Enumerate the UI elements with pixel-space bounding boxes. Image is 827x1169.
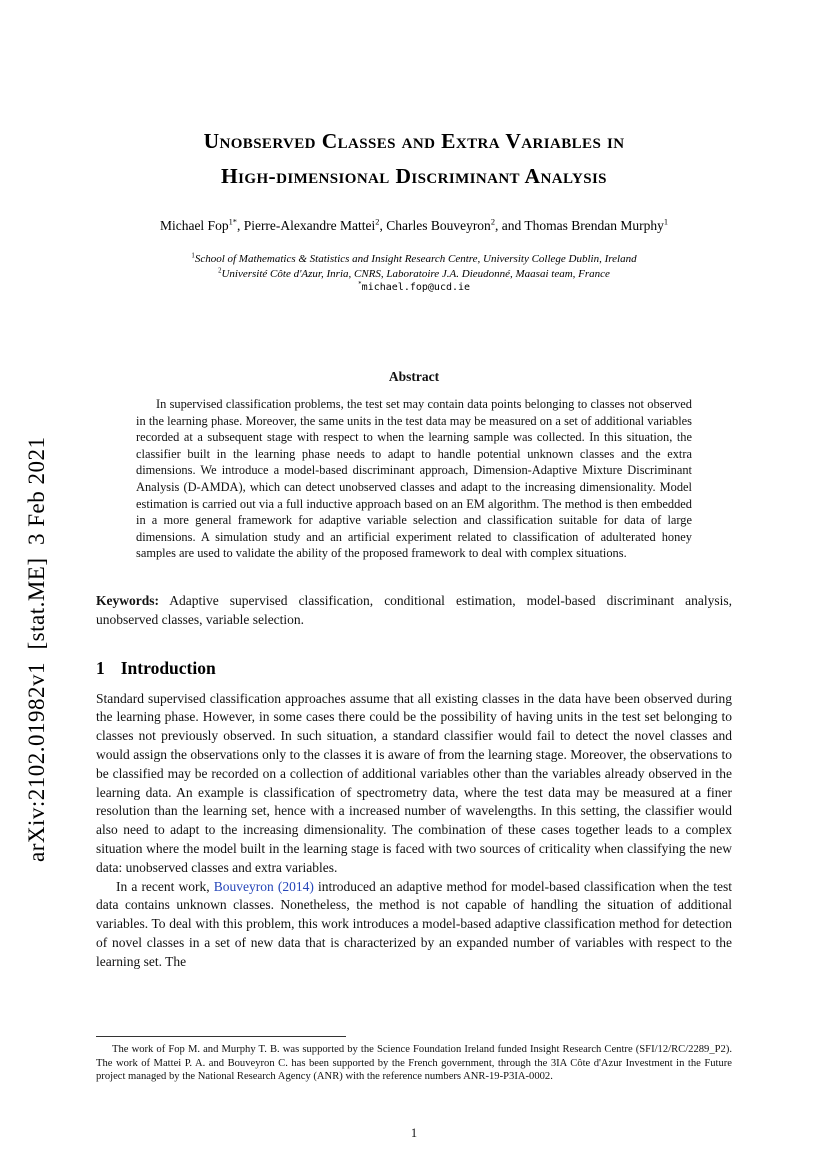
paper-title [96,124,732,194]
author-affmark-2: 2 [375,217,380,227]
title-line-1: Unobserved Classes and Extra Variables in [203,129,625,153]
affiliation-2 [96,267,732,282]
author-affmark-3: 2 [490,217,495,227]
intro-paragraph-1: Standard supervised classification approaches assume that all existing classes in the data have been observed during the learning phase. However, in some cases there could be the possibility of having units in the test set belonging to classes not previously observed. In such situation, a standard classifier would fail to detect the novel classes and would assign the observations only to the classes it is aware of from the learning stage. Moreover, the observations to be classified may be recorded on a collection of additional variables other than the variables already observed in the learning data. An example is classification of spectrometry data, where the test data may be measured at a finer resolution than the learning set, hence with a increased number of wavelengths. In this setting, the classifier would also need to adapt to the increasing dimensionality. The combination of these cases together leads to a complex situation where the model built in the learning stage is faced with two sources of criticality when classifying the new data: unobserved classes and extra variables. [96,690,732,875]
email-text: michael.fop@ucd.ie [361,282,471,293]
title-block [96,124,732,295]
citation-link-year-2014[interactable]: (2014) [277,878,314,894]
paragraph-2-lead: In a recent work, [116,878,214,894]
corresponding-email [96,281,732,295]
section-1-heading [96,658,732,679]
affiliation-block [96,252,732,295]
abstract-heading: Abstract [388,369,440,384]
affiliation-2-mark: 2 [218,266,222,274]
page-number: 1 [410,1126,418,1140]
paragraph-2-rest: introduced an adaptive method for model-based classification when the test data contains unknown classes. Nonetheless, the method is not capable of handling the situation of additional variables. To deal with this problem, this work introduces a model-based adaptive classification method for detection of novel classes in a set of new data that is characterized by an expanded number of variables with respect to the learning set. The [96,878,732,969]
paper-content [96,0,732,971]
abstract-section [96,369,732,562]
author-name-4: , and Thomas Brendan Murphy [495,218,664,233]
author-line [96,218,732,234]
footnote-area [96,1036,732,1084]
section-1-title: Introduction [120,657,216,678]
footnote-text: The work of Fop M. and Murphy T. B. was supported by the Science Foundation Ireland funded Insight Research Centre (SFI/12/RC/2289_P2). The work of Mattei P. A. and Bouveyron C. has been supported by the French government, through the 3IA Côte d'Azur Investment in the Future project managed by the National Research Agency (ANR) with the reference numbers ANR-19-P3IA-0002. [96,1044,732,1083]
intro-paragraph-2 [96,878,732,972]
keywords-label: Keywords: [96,592,159,608]
email-mark: * [357,280,362,288]
title-line-2: High-dimensional Discriminant Analysis [221,164,607,188]
affiliation-1-text: School of Mathematics & Statistics and Insight Research Centre, University College Dublin, Ireland [194,253,637,265]
affiliation-2-text: Université Côte d'Azur, Inria, CNRS, Laboratoire J.A. Dieudonné, Maasai team, France [221,267,610,280]
abstract-text: In supervised classification problems, the test set may contain data points belonging to classes not observed in the learning phase. Moreover, the same units in the test data may be measured on a set of additional variables recorded at a subsequent stage with respect to when the learning sample was collected. In this situation, the classifier built in the learning phase needs to adapt to handle potential unknown classes and the extra dimensions. We introduce a model-based discriminant approach, Dimension-Adaptive Mixture Discriminant Analysis (D-AMDA), which can detect unobserved classes and adapt to the increasing dimensionality. Model estimation is carried out via a full inductive approach based on an EM algorithm. The method is then embedded in a more general framework for adaptive variable selection and classification suitable for data of large dimensions. A simulation study and an artificial experiment related to classification of adulterated honey samples are used to validate the ability of the proposed framework to deal with complex situations. [136,397,692,561]
author-name-3: , Charles Bouveyron [379,218,491,233]
author-name-1: Michael Fop [159,218,229,233]
affiliation-1-mark: 1 [191,252,195,260]
footnote-rule [96,1036,346,1037]
author-affmark-1: 1* [228,217,237,227]
citation-link-bouveyron[interactable]: Bouveyron [213,878,274,894]
author-name-2: , Pierre-Alexandre Mattei [236,218,376,233]
keywords-line [96,592,732,630]
keywords-text: Adaptive supervised classification, conditional estimation, model-based discriminant analysis, unobserved classes, variable selection. [96,592,732,627]
arxiv-stamp: arXiv:2102.01982v1 [stat.ME] 3 Feb 2021 [24,436,49,862]
author-affmark-4: 1 [663,217,669,227]
affiliation-1 [96,252,732,267]
section-1-number: 1 [96,657,105,678]
